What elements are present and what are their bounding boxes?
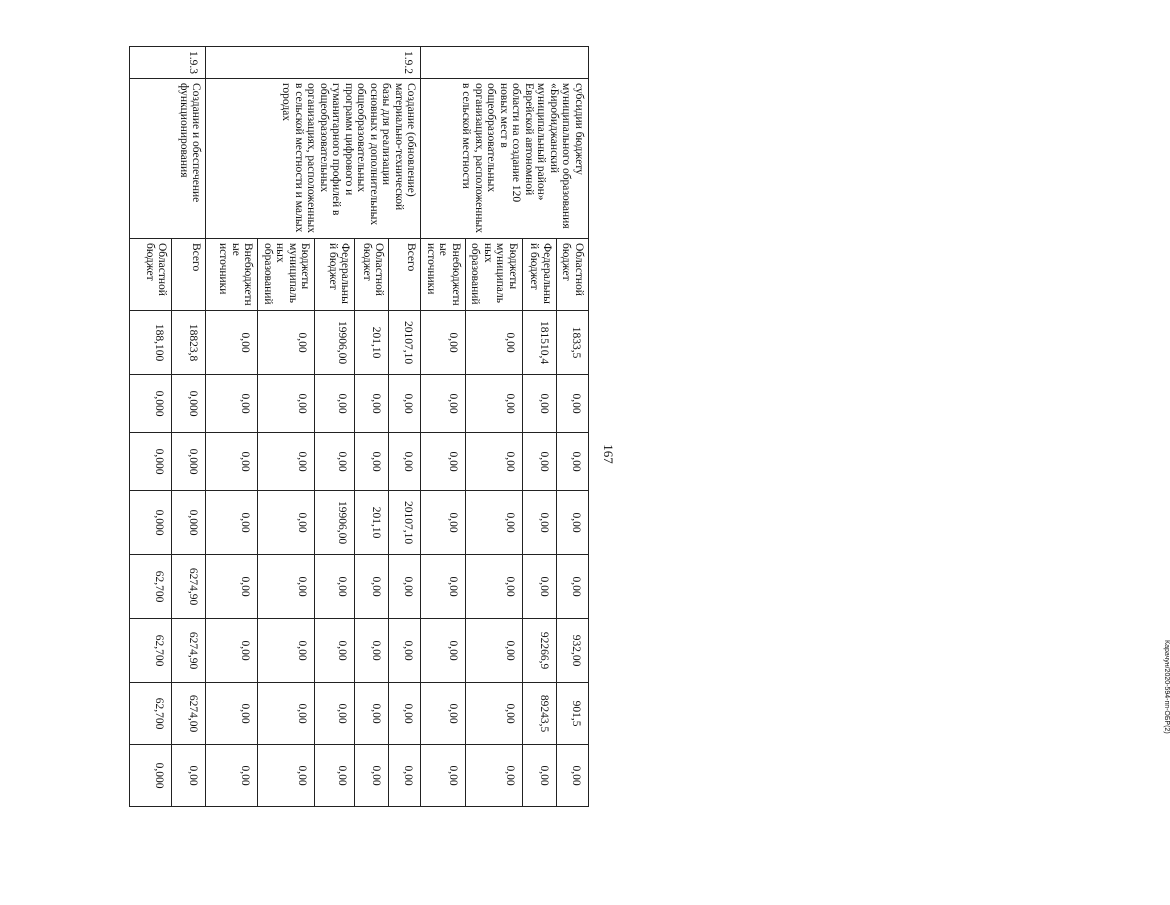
value-cell: 0,00	[421, 375, 466, 433]
value-cell: 0,00	[421, 683, 466, 745]
value-cell: 6274,90	[172, 555, 206, 619]
value-cell: 0,00	[206, 745, 258, 807]
value-cell: 0,00	[466, 555, 523, 619]
value-cell: 62,700	[130, 555, 173, 619]
value-cell: 0,00	[206, 555, 258, 619]
value-cell: 932,00	[557, 619, 589, 683]
footer-stamp: Карачун/2020-594-пп-ОБР(2)	[1163, 640, 1170, 734]
row-code	[421, 47, 589, 79]
value-cell: 0,000	[130, 745, 173, 807]
value-cell: 0,00	[258, 683, 315, 745]
row-code: 1.9.3	[130, 47, 207, 79]
row-name: Создание (обновление) материально-технической базы для реализации основных и дополнительных общеобразовательных программ цифрового и гуманитарного профилей в общеобразовательных организациях, расположенных в сельской местности и малых городах	[206, 79, 421, 239]
table-row	[389, 47, 421, 807]
value-cell: 0,00	[315, 745, 355, 807]
value-cell: 0,00	[258, 311, 315, 375]
value-cell: 0,00	[355, 683, 389, 745]
value-cell: 0,00	[523, 745, 557, 807]
value-cell: 0,00	[206, 375, 258, 433]
value-cell: 0,00	[206, 311, 258, 375]
funding-source: Всего	[172, 239, 206, 311]
value-cell: 201,10	[355, 491, 389, 555]
value-cell: 0,00	[389, 619, 421, 683]
value-cell: 0,00	[466, 375, 523, 433]
value-cell: 6274,90	[172, 619, 206, 683]
value-cell: 0,000	[130, 491, 173, 555]
value-cell: 0,00	[466, 491, 523, 555]
row-name: Создание и обеспечение функционирования	[130, 79, 207, 239]
value-cell: 0,00	[466, 683, 523, 745]
funding-source: Всего	[389, 239, 421, 311]
value-cell: 0,00	[389, 375, 421, 433]
page-number: 167	[601, 444, 616, 464]
value-cell: 188,100	[130, 311, 173, 375]
value-cell: 0,00	[421, 433, 466, 491]
value-cell: 201,10	[355, 311, 389, 375]
value-cell: 20107,10	[389, 311, 421, 375]
funding-source: Бюджеты муниципальных образований	[466, 239, 523, 311]
value-cell: 181510,4	[523, 311, 557, 375]
funding-source: Областной бюджет	[557, 239, 589, 311]
table-body	[130, 47, 589, 807]
value-cell: 18823,8	[172, 311, 206, 375]
value-cell: 92266,9	[523, 619, 557, 683]
value-cell: 0,00	[172, 745, 206, 807]
value-cell: 901,5	[557, 683, 589, 745]
value-cell: 0,00	[557, 745, 589, 807]
value-cell: 0,00	[258, 555, 315, 619]
value-cell: 0,00	[523, 491, 557, 555]
value-cell: 0,000	[130, 375, 173, 433]
value-cell: 1833,5	[557, 311, 589, 375]
table-row	[172, 47, 206, 807]
value-cell: 0,00	[421, 491, 466, 555]
value-cell: 0,00	[421, 745, 466, 807]
value-cell: 0,00	[206, 433, 258, 491]
rotated-table-wrapper	[129, 46, 589, 806]
value-cell: 0,00	[258, 433, 315, 491]
row-name: субсидии бюджету муниципального образования «Биробиджанский муниципальный район» Еврейской автономной области на создание 120 новых мест в общеобразовательных организациях, расположенных в сельской местности	[421, 79, 589, 239]
value-cell: 0,00	[466, 619, 523, 683]
value-cell: 0,000	[172, 433, 206, 491]
value-cell: 0,00	[557, 555, 589, 619]
value-cell: 0,00	[557, 433, 589, 491]
value-cell: 0,00	[206, 619, 258, 683]
value-cell: 0,00	[206, 683, 258, 745]
value-cell: 0,00	[557, 375, 589, 433]
value-cell: 0,000	[172, 375, 206, 433]
funding-source: Бюджеты муниципальных образований	[258, 239, 315, 311]
value-cell: 0,00	[315, 555, 355, 619]
funding-source: Внебюджетные источники	[206, 239, 258, 311]
value-cell: 0,00	[421, 311, 466, 375]
value-cell: 0,00	[523, 433, 557, 491]
value-cell: 0,00	[466, 311, 523, 375]
value-cell: 0,00	[421, 619, 466, 683]
funding-source: Внебюджетные источники	[421, 239, 466, 311]
value-cell: 0,00	[258, 375, 315, 433]
budget-table	[129, 46, 589, 807]
funding-source: Федеральный бюджет	[523, 239, 557, 311]
value-cell: 0,00	[315, 683, 355, 745]
value-cell: 62,700	[130, 619, 173, 683]
row-code: 1.9.2	[206, 47, 421, 79]
value-cell: 0,00	[315, 375, 355, 433]
table-row	[557, 47, 589, 807]
value-cell: 0,000	[130, 433, 173, 491]
value-cell: 19906,00	[315, 311, 355, 375]
value-cell: 0,00	[258, 491, 315, 555]
value-cell: 0,00	[389, 555, 421, 619]
value-cell: 0,00	[355, 433, 389, 491]
value-cell: 0,00	[389, 433, 421, 491]
value-cell: 19906,00	[315, 491, 355, 555]
value-cell: 0,00	[389, 745, 421, 807]
value-cell: 6274,00	[172, 683, 206, 745]
funding-source: Областной бюджет	[130, 239, 173, 311]
value-cell: 0,00	[557, 491, 589, 555]
funding-source: Областной бюджет	[355, 239, 389, 311]
value-cell: 0,000	[172, 491, 206, 555]
value-cell: 0,00	[355, 555, 389, 619]
value-cell: 0,00	[466, 745, 523, 807]
funding-source: Федеральный бюджет	[315, 239, 355, 311]
value-cell: 0,00	[258, 619, 315, 683]
value-cell: 89243,5	[523, 683, 557, 745]
value-cell: 0,00	[355, 619, 389, 683]
value-cell: 0,00	[315, 619, 355, 683]
value-cell: 0,00	[355, 375, 389, 433]
value-cell: 0,00	[258, 745, 315, 807]
value-cell: 0,00	[315, 433, 355, 491]
value-cell: 62,700	[130, 683, 173, 745]
value-cell: 0,00	[389, 683, 421, 745]
value-cell: 0,00	[466, 433, 523, 491]
value-cell: 0,00	[355, 745, 389, 807]
value-cell: 0,00	[523, 555, 557, 619]
value-cell: 0,00	[421, 555, 466, 619]
value-cell: 0,00	[523, 375, 557, 433]
value-cell: 20107,10	[389, 491, 421, 555]
value-cell: 0,00	[206, 491, 258, 555]
